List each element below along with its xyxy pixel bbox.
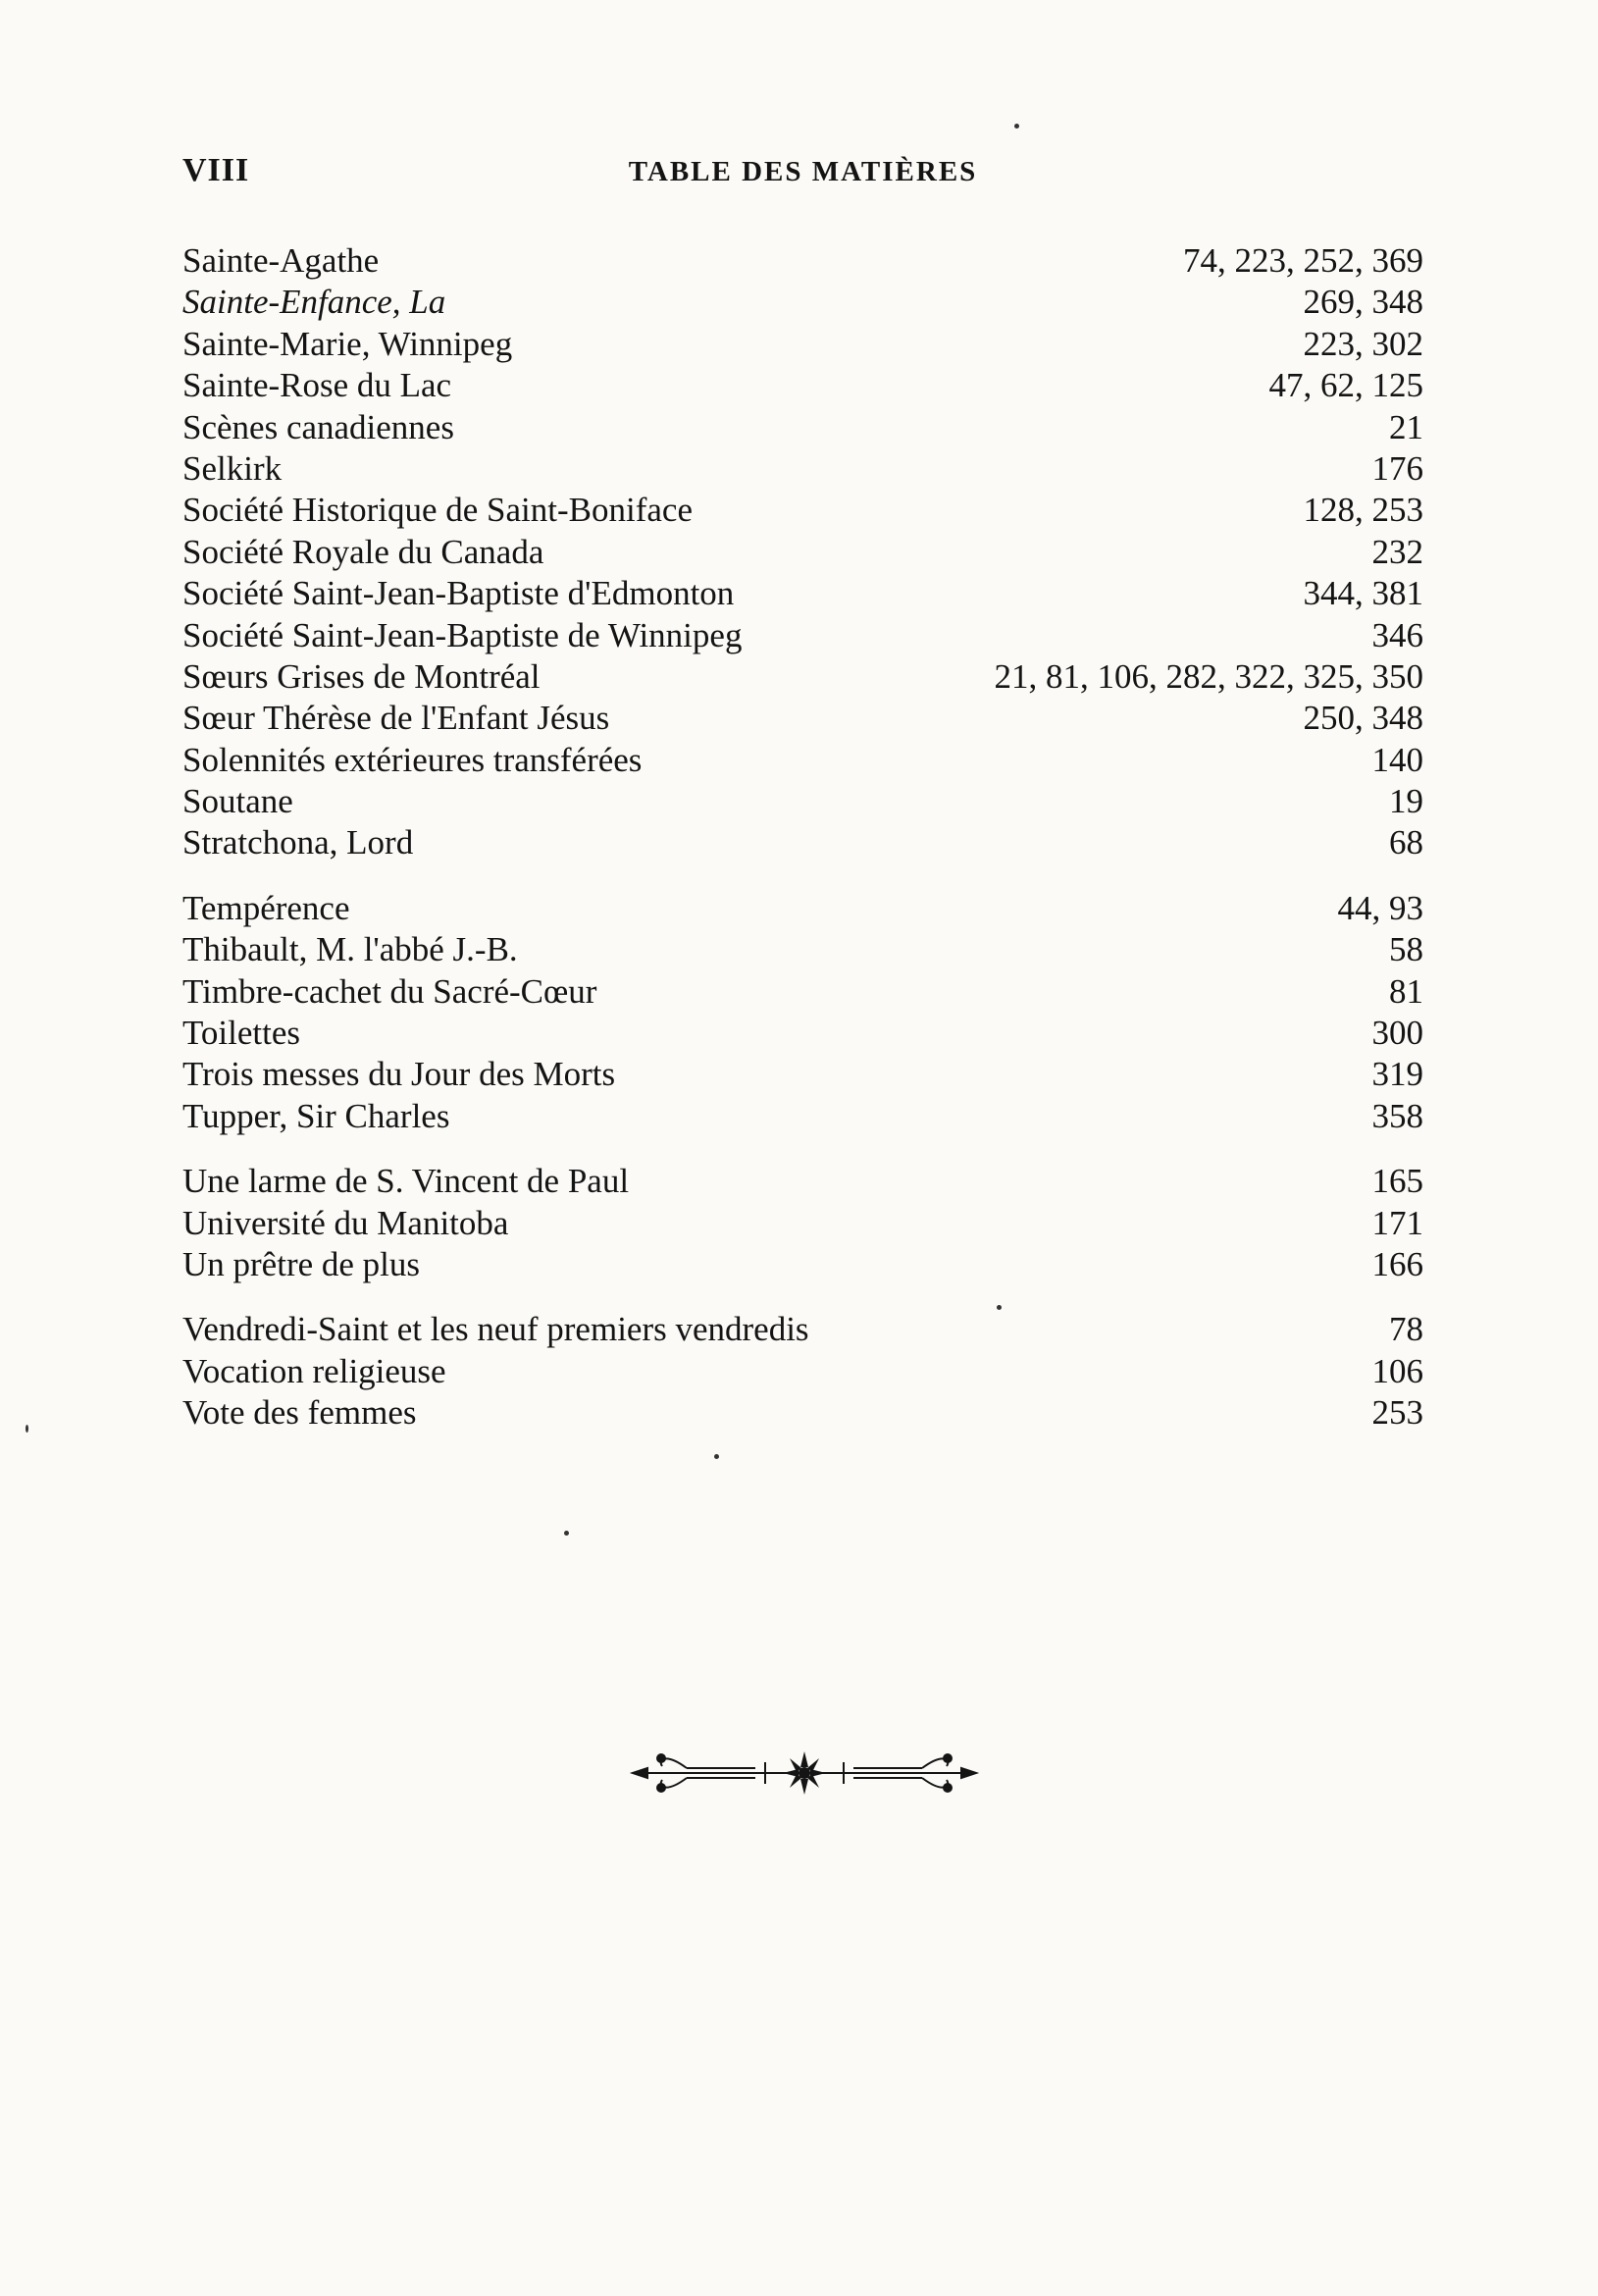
running-title: TABLE DES MATIÈRES (628, 156, 978, 187)
index-entry (182, 532, 1423, 573)
entry-term: Trois messes du Jour des Morts (182, 1055, 616, 1094)
index-list (182, 240, 1423, 1458)
page-header (182, 152, 1423, 201)
entry-term: Une larme de S. Vincent de Paul (182, 1162, 630, 1201)
entry-term: Scènes canadiennes (182, 407, 454, 446)
entry-pages: 232 (1371, 532, 1423, 571)
entry-term: Thibault, M. l'abbé J.-B. (182, 930, 518, 969)
entry-term: Sainte-Marie, Winnipeg (182, 324, 513, 363)
entry-pages: 300 (1371, 1014, 1423, 1053)
entry-pages: 358 (1371, 1096, 1423, 1135)
entry-term: Sainte-Enfance, La (182, 283, 446, 322)
entry-term: Vocation religieuse (182, 1351, 446, 1390)
index-entry (182, 1392, 1423, 1434)
entry-pages: 74, 223, 252, 369 (1183, 241, 1423, 280)
entry-term: Tupper, Sir Charles (182, 1096, 450, 1135)
entry-pages: 68 (1389, 823, 1423, 862)
index-entry (182, 282, 1423, 323)
index-entry (182, 1096, 1423, 1137)
entry-pages: 128, 253 (1303, 491, 1423, 530)
entry-pages: 223, 302 (1303, 324, 1423, 363)
index-group-t (182, 888, 1423, 1137)
index-group-v (182, 1309, 1423, 1434)
entry-term: Toilettes (182, 1014, 301, 1053)
entry-pages: 81 (1389, 971, 1423, 1011)
index-entry (182, 407, 1423, 448)
index-entry (182, 822, 1423, 863)
entry-pages: 171 (1371, 1203, 1423, 1242)
entry-term: Stratchona, Lord (182, 823, 414, 862)
entry-term: Université du Manitoba (182, 1203, 509, 1242)
index-entry (182, 240, 1423, 282)
entry-pages: 344, 381 (1303, 574, 1423, 613)
index-entry (182, 698, 1423, 739)
entry-pages: 250, 348 (1303, 699, 1423, 738)
entry-pages: 21 (1389, 407, 1423, 446)
index-entry (182, 365, 1423, 406)
entry-pages: 176 (1371, 448, 1423, 488)
index-entry (182, 1054, 1423, 1095)
entry-pages: 47, 62, 125 (1268, 366, 1423, 405)
index-entry (182, 490, 1423, 531)
entry-term: Soutane (182, 782, 293, 821)
entry-pages: 78 (1389, 1310, 1423, 1349)
entry-term: Société Royale du Canada (182, 532, 544, 571)
entry-pages: 58 (1389, 930, 1423, 969)
index-entry (182, 448, 1423, 490)
index-entry (182, 1161, 1423, 1202)
entry-term: Société Historique de Saint-Boniface (182, 491, 693, 530)
index-entry (182, 888, 1423, 929)
index-entry (182, 1244, 1423, 1285)
index-entry (182, 615, 1423, 656)
entry-pages: 21, 81, 106, 282, 322, 325, 350 (994, 656, 1423, 696)
index-group-u (182, 1161, 1423, 1285)
index-entry (182, 1203, 1423, 1244)
ink-speck (997, 1305, 1002, 1310)
ink-speck (1014, 124, 1019, 129)
entry-term: Vote des femmes (182, 1393, 417, 1433)
index-entry (182, 740, 1423, 781)
entry-term: Timbre-cachet du Sacré-Cœur (182, 971, 597, 1011)
index-entry (182, 971, 1423, 1013)
index-entry (182, 573, 1423, 614)
fleuron-ornament-icon (628, 1748, 981, 1798)
entry-pages: 346 (1371, 615, 1423, 654)
index-entry (182, 1351, 1423, 1392)
entry-pages: 165 (1371, 1162, 1423, 1201)
entry-pages: 269, 348 (1303, 283, 1423, 322)
entry-term: Vendredi-Saint et les neuf premiers vendredis (182, 1310, 809, 1349)
entry-term: Sœurs Grises de Montréal (182, 656, 541, 696)
index-entry (182, 656, 1423, 698)
index-entry (182, 929, 1423, 970)
entry-term: Selkirk (182, 448, 283, 488)
ink-speck (564, 1531, 569, 1536)
entry-term: Société Saint-Jean-Baptiste d'Edmonton (182, 574, 735, 613)
entry-pages: 319 (1371, 1055, 1423, 1094)
entry-term: Un prêtre de plus (182, 1244, 421, 1283)
entry-term: Solennités extérieures transférées (182, 740, 643, 779)
entry-term: Sainte-Agathe (182, 241, 380, 280)
entry-term: Sœur Thérèse de l'Enfant Jésus (182, 699, 610, 738)
entry-pages: 44, 93 (1337, 888, 1423, 927)
index-entry (182, 1309, 1423, 1350)
ink-speck (26, 1425, 28, 1433)
page-number: VIII (182, 152, 250, 188)
index-entry (182, 1013, 1423, 1054)
index-entry (182, 324, 1423, 365)
entry-pages: 166 (1371, 1244, 1423, 1283)
entry-term: Société Saint-Jean-Baptiste de Winnipeg (182, 615, 743, 654)
index-group-s (182, 240, 1423, 864)
entry-pages: 106 (1371, 1351, 1423, 1390)
entry-pages: 19 (1389, 782, 1423, 821)
entry-term: Tempérence (182, 888, 350, 927)
entry-term: Sainte-Rose du Lac (182, 366, 452, 405)
index-entry (182, 781, 1423, 822)
ink-speck (714, 1454, 719, 1459)
entry-pages: 140 (1371, 740, 1423, 779)
entry-pages: 253 (1371, 1393, 1423, 1433)
